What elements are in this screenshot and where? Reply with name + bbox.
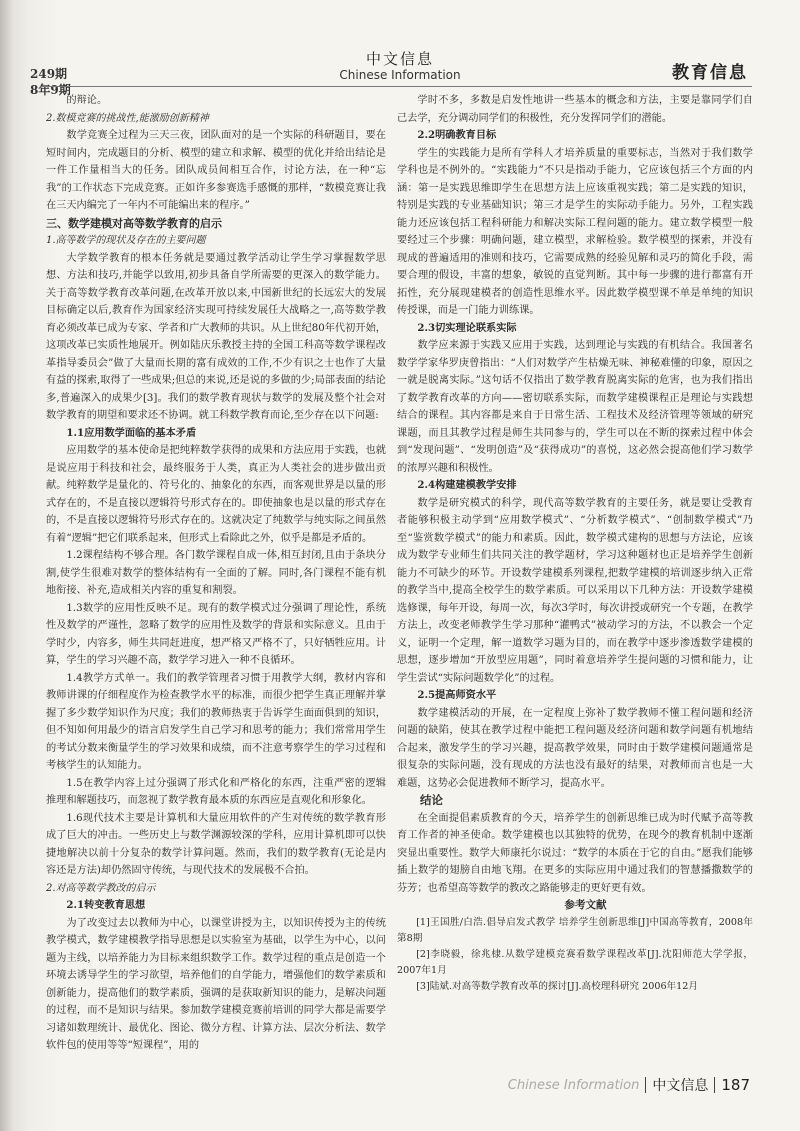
subsubsection-heading: 2.4构建建模教学安排 [417, 479, 517, 491]
journal-title-cn: 中文信息 [365, 50, 434, 68]
journal-title-en: Chinese Information [339, 68, 461, 82]
footer-journal-cn: 中文信息 [652, 1078, 709, 1094]
paragraph: 1.3数学的应用性反映不足。现有的数学模式过分强调了理论性，系统性及数学的严谨性，忽略了数学的应用性及数学的背景和实际意义。且由于学时少，内容多，师生共同赶进度，想严格又严格不了，只好牺牲应用。计算，学生的学习兴趣不高，数学学习进入一种不良循环。 [46, 602, 386, 666]
paragraph: 学生的实践能力是所有学科人才培养质量的重要标志，当然对于我们数学学科也是不例外的。“实践能力”不只是指动手能力，它应该包括三个方面的内涵：第一是实践思维即学生在思想方法上应该重视实践；第二是实践的知识，特别是实践的专业基础知识；第三才是学生的实际动手能力。另外，工程实践能力还应该包括工程科研能力和解决实际工程问题的能力。建立数学模型一般要经过三个步骤：明确问题，建立模型，求解检验。数学模型的探索，并没有现成的普遍适用的准则和技巧，它需要成熟的经验见解和灵巧的简化手段，需要合理的假设，丰富的想象，敏锐的直觉判断。其中每一步骤的进行都富有开拓性，充分展现建模者的创造性思维水平。因此数学模型课不单是单纯的知识传授课，而是一门能力训练课。 [397, 147, 753, 316]
paragraph: 在全面提倡素质教育的今天，培养学生的创新思维已成为时代赋予高等教育工作者的神圣使命。数学建模也以其独特的优势，在现今的教育机制中逐渐突显出重要性。数学大师康托尔说过：“数学的本质在于它的自由。”愿我们能够插上数学的翅膀自由地飞翔。在更多的实际应用中通过我们的智慧播撒数学的芬芳；也希望高等数学的教改之路能够走的更好更有效。 [397, 812, 753, 894]
subsection-heading: 2.数模竞赛的挑战性,能激励创新精神 [46, 112, 209, 124]
paragraph: 1.2课程结构不够合理。各门数学课程自成一体,相互封闭,且由于条块分割,使学生很难对数学的整体结构有一全面的了解。同时,各门课程不能有机地衔接、补充,造成相关内容的重复和割裂。 [46, 550, 386, 596]
subsubsection-heading: 2.3切实理论联系实际 [417, 321, 517, 334]
subsubsection-heading: 1.1应用数学面临的基本矛盾 [66, 426, 197, 439]
issue-line-1: 249期 [30, 67, 68, 81]
paragraph: 的辩论。 [66, 95, 108, 106]
section-title: 教育信息 [672, 63, 748, 83]
subsubsection-heading: 2.5提高师资水平 [417, 689, 497, 701]
reference-entry: [2]李晓毅，徐兆棣.从数学建模竞赛看数学课程改革[J].沈阳师范大学学报，2007年1月 [397, 948, 753, 976]
paragraph: 学时不多，多数是启发性地讲一些基本的概念和方法，主要是靠同学们自己去学，充分调动同学们的积极性，充分发挥同学们的潜能。 [397, 95, 753, 124]
page-footer [508, 1075, 750, 1095]
paragraph: 1.5在教学内容上过分强调了形式化和严格化的东西，注重严密的逻辑推理和解题技巧，而忽视了数学教育最本质的东西应是直观化和形象化。 [46, 777, 386, 806]
paragraph: 1.6现代技术主要是计算机和大量应用软件的产生对传统的数学教育形成了巨大的冲击。一些历史上与数学渊源较深的学科，应用计算机即可以快捷地解决以前十分复杂的数学计算问题。然而，我们的数学教育(无论是内容还是方法)却仍然固守传统，与现代技术的发展极不合拍。 [46, 812, 386, 876]
paragraph: 为了改变过去以教师为中心，以课堂讲授为主，以知识传授为主的传统教学模式，数学建模教学指导思想是以实验室为基础，以学生为中心，以问题为主线，以培养能力为目标来组织数学工作。数学过程的重点是创造一个环境去诱导学生的学习欲望，培养他们的自学能力，增强他们的数学素质和创新能力，提高他们的数学素质，强调的是获取新知识的能力，是解决问题的过程，而不是知识与结果。参加数学建模竞赛前培训的同学大都是需要学习诸如数理统计、最优化、图论、微分方程、计算方法、层次分析法、数学软件包的使用等等“短课程”，用的 [46, 917, 386, 1051]
footer-divider [645, 1077, 646, 1093]
conclusion-heading: 结论 [420, 793, 443, 807]
footer-divider [714, 1077, 715, 1093]
issue-line-2: 8年9期 [30, 83, 71, 97]
subsection-heading: 1.高等数学的现状及存在的主要问题 [46, 235, 206, 246]
paragraph: 数学竞赛全过程为三天三夜，团队面对的是一个实际的科研题目，要在短时间内，完成题目的分析、模型的建立和求解、模型的优化并给出结论是一件工作量相当大的任务。团队成员间相互合作，讨论方法，在一种“忘我”的工作状态下完成竞赛。正如许多参赛选手感慨的那样，“数模竞赛让我在三天内编完了一年内不可能编出来的程序。” [46, 130, 386, 211]
paragraph: 1.4教学方式单一。我们的教学管理者习惯于用教学大纲，教材内容和教师讲课的仔细程度作为检查教学水平的标准，而很少把学生真正理解并掌握了多少数学知识作为尺度；我们的教师热衷于告诉学生面面俱到的知识，但不知如何用最少的语言启发学生自己学习和思考的能力；我们常常用学生的考试分数来衡量学生的学习效果和成绩，而不注意考察学生的学习过程和考核学生的认知能力。 [46, 672, 386, 771]
paragraph: 数学建模活动的开展，在一定程度上弥补了数学教师不懂工程问题和经济问题的缺陷，使其在教学过程中能把工程问题及经济问题和数学问题有机地结合起来，激发学生的学习兴趣，提高教学效果，同时由于数学建模问题通常是很复杂的实际问题，没有现成的方法也没有最好的结果，对教师而言也是一大难题，这势必会促进教师不断学习，提高水平。 [397, 707, 753, 789]
left-text-column [46, 92, 386, 1067]
paragraph: 数学应来源于实践又应用于实践，达到理论与实践的有机结合。我国著名数学学家华罗庚曾指出：“人们对数学产生枯燥无味、神秘难懂的印象，原因之一就是脱离实际。”这句话不仅指出了数学教育脱离实际的危害，也为我们指出了数学教育改革的方向——密切联系实际，而数学建模课程正是理论与实践想结合的课程。其内容都是来自于日常生活、工程技术及经济管理等领域的研究课题，而且其教学过程是师生共同参与的，学生可以在不断的探索过程中体会到“发现问题”、“发明创造”及“获得成功”的喜悦，这必然会提高他们学习数学的浓厚兴趣和积极性。 [397, 340, 753, 474]
binding-shadow [0, 0, 14, 1131]
right-text-column [397, 92, 753, 1027]
reference-entry: [1]王国胜/白浩.倡导启发式教学 培养学生创新思维[J]中国高等教育，2008年第8期 [397, 916, 753, 944]
paragraph: 数学是研究模式的科学，现代高等数学教育的主要任务，就是要让受教育者能够积极主动学到“应用数学模式”、“分析数学模式”、“创制数学模式”乃至“鉴赏数学模式”的能力和素质。因此，数学模式建构的思想与方法论，应该成为数学专业师生们共同关注的教学题材，学习这种题材也正是培养学生创新能力不可缺少的环节。开设数学建模系列课程,把数学建模的培训逐步纳入正常的教学当中,提高全校学生的数学素质。可以采用以下几种方法：开设数学建模选修课，每年开设，每周一次，每次3学时，每次讲授或研究一个专题，在教学方法上，改变老师教学生学习那种“灌鸭式”被动学习的方法，不以教会一个定义，证明一个定理，解一道数学习题为目的，而在教学中逐步渗透数学建模的思想，逐步增加“开放型应用题”，同时着意培养学生提问题的习惯和能力，让学生尝试“实际问题数学化”的过程。 [397, 497, 753, 684]
section-heading: 三、数学建模对高等数学教育的启示 [46, 216, 222, 230]
footer-journal-en: Chinese Information [507, 1077, 640, 1093]
paragraph: 大学数学教育的根本任务就是要通过教学活动让学生学习掌握数学思想、方法和技巧,并能学以致用,初步具备自学所需要的更深入的数学能力。关于高等数学教育改革问题,在改革开放以来,中国新世纪的长远宏大的发展目标确定以后,教育作为国家经济实现可持续发展任大战略之一,高等数学教育必须改革已成为专家、学者和广大教师的共识。从上世纪80年代初开始，这项改革已实质性地展开。例如陆庆乐教授主持的全国工科高等数学课程改革指导委员会”做了大量而长期的富有成效的工作,不少有识之士也作了大量有益的探索,取得了一些成果;但总的来说,还是说的多做的少;局部表面的结论多,普遍深入的成果少[3]。我们的数学教育现状与数学的发展及整个社会对数学教育的期望和要求还不协调。就工科数学教育而论,至少存在以下问题: [46, 252, 386, 421]
journal-masthead [300, 50, 500, 82]
paragraph: 应用数学的基本使命是把纯粹数学获得的成果和方法应用于实践，也就是说应用于科技和社会，最终服务于人类，真正为人类社会的进步做出贡献。纯粹数学是量化的、符号化的、抽象化的东西，而客观世界是以量的形式存在的，不是直接以逻辑符号形式存在的。即使抽象也是以量的形式存在的，不是直接以逻辑符号形式存在的。这就决定了纯数学与纯实际之间虽然有着“逻辑”把它们联系起来，但形式上看除此之外，似乎是都是矛盾的。 [46, 445, 386, 544]
references-heading: 参考文献 [564, 899, 607, 911]
subsection-heading: 2.对高等数学教改的启示 [46, 882, 156, 894]
reference-entry: [3]陆斌.对高等数学教育改革的探讨[J].高校理科研究 2006年12月 [416, 980, 698, 992]
subsubsection-heading: 2.2明确教育目标 [417, 129, 497, 141]
header-rule [40, 86, 752, 87]
subsubsection-heading: 2.1转变教育思想 [66, 899, 146, 911]
page-number: 187 [721, 1076, 750, 1094]
